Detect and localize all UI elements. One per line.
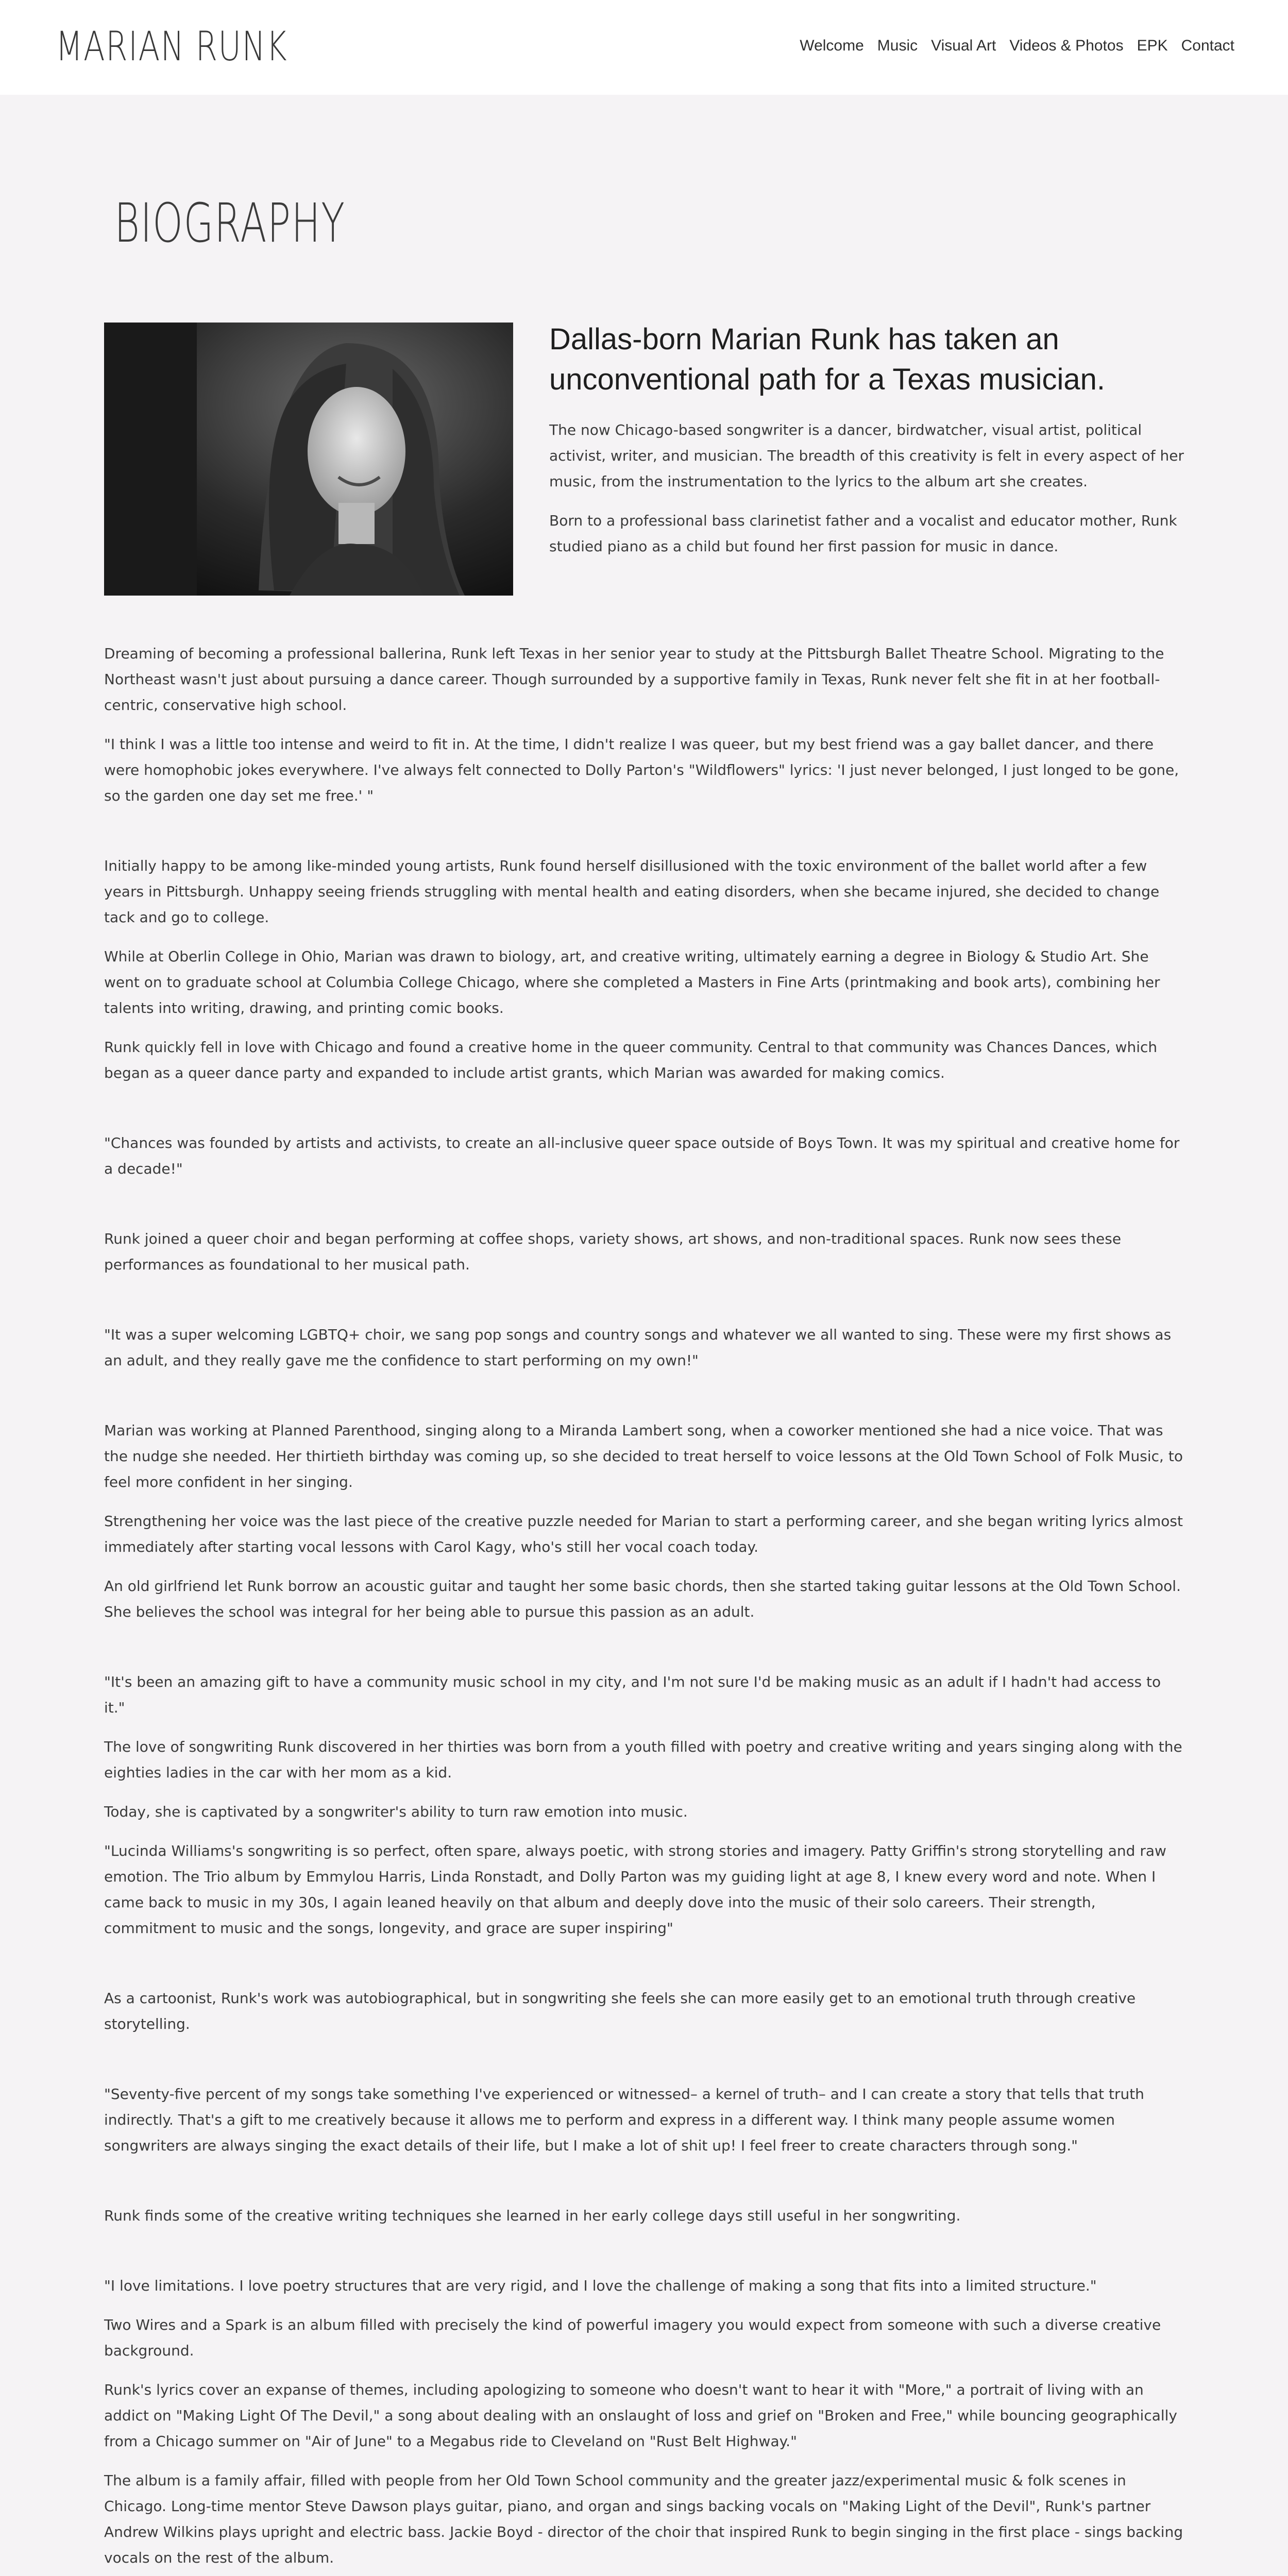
bio-paragraph: Runk's lyrics cover an expanse of themes, including apologizing to someone who doesn't want to hear it with "More," a portrait of living with an addict on "Making Light Of The Devil," a song about dealing with an onslaught of loss and grief on "Broken and Free," while bouncing geographically from a Chicago summer on "Air of June" to a Megabus ride to Cleveland on "Rust Belt Highway.": [104, 2381, 1178, 2450]
bio-paragraph: Runk joined a queer choir and began performing at coffee shops, variety shows, art shows, and non-traditional spaces. Runk now sees these performances as foundational to her musical path.: [104, 1230, 1122, 1273]
bio-paragraph: Today, she is captivated by a songwriter's ability to turn raw emotion into music.: [104, 1803, 688, 1820]
bio-paragraph: Initially happy to be among like-minded young artists, Runk found herself disillusioned with the toxic environment of the ballet world after a few years in Pittsburgh. Unhappy seeing friends struggling with mental health and eating disorders, when she became injured, she decided to change tack and go to college.: [104, 857, 1160, 926]
nav-epk[interactable]: EPK: [1137, 37, 1168, 54]
headline: Dallas-born Marian Runk has taken an unconventional path for a Texas musician.: [549, 323, 1106, 396]
bio-paragraph: Runk finds some of the creative writing techniques she learned in her early college days still useful in her songwriting.: [104, 2207, 961, 2224]
intro-paragraph: Born to a professional bass clarinetist father and a vocalist and educator mother, Runk studied piano as a child but found her first passion for music in dance.: [549, 512, 1177, 555]
nav-videos-photos[interactable]: Videos & Photos: [1009, 37, 1124, 54]
bio-quote: "Chances was founded by artists and activists, to create an all-inclusive queer space outside of Boys Town. It was my spiritual and creative home for a decade!": [104, 1134, 1180, 1177]
nav-welcome[interactable]: Welcome: [800, 37, 864, 54]
bio-paragraph: The love of songwriting Runk discovered in her thirties was born from a youth filled with poetry and creative writing and years singing along with the eighties ladies in the car with her mom as a kid.: [104, 1738, 1182, 1781]
bio-paragraph: Runk quickly fell in love with Chicago and found a creative home in the queer community. Central to that community was Chances Dances, which began as a queer dance party and expanded to include artist grants, which Marian was awarded for making comics.: [104, 1039, 1158, 1081]
bio-paragraph: Marian was working at Planned Parenthood, singing along to a Miranda Lambert song, when a coworker mentioned she had a nice voice. That was the nudge she needed. Her thirtieth birthday was coming up, so she decided to treat herself to voice lessons at the Old Town School of Folk Music, to feel more confident in her singing.: [104, 1422, 1183, 1490]
bio-paragraph: Two Wires and a Spark is an album filled with precisely the kind of powerful imagery you would expect from someone with such a diverse creative background.: [104, 2316, 1161, 2359]
bio-quote: "It was a super welcoming LGBTQ+ choir, we sang pop songs and country songs and whatever we all wanted to sing. These were my first shows as an adult, and they really gave me the confidence to start performing on my own!": [104, 1326, 1172, 1369]
bio-quote: "I think I was a little too intense and weird to fit in. At the time, I didn't realize I was queer, but my best friend was a gay ballet dancer, and there were homophobic jokes everywhere. I've always felt connected to Dolly Parton's "Wildflowers" lyrics: 'I just never belonged, I just longed to be gone, so the garden one day set me free.' ": [104, 736, 1179, 804]
main-nav: [800, 37, 1234, 55]
bio-paragraph: The album is a family affair, filled with people from her Old Town School community and the greater jazz/experimental music & folk scenes in Chicago. Long-time mentor Steve Dawson plays guitar, piano, and organ and sings backing vocals on "Making Light of the Devil", Runk's partner Andrew Wilkins plays upright and electric bass. Jackie Boyd - director of the choir that inspired Runk to begin singing in the first place - sings backing vocals on the rest of the album.: [104, 2472, 1183, 2566]
bio-quote: "Lucinda Williams's songwriting is so perfect, often spare, always poetic, with strong stories and imagery. Patty Griffin's strong storytelling and raw emotion. The Trio album by Emmylou Harris, Linda Ronstadt, and Dolly Parton was my guiding light at age 8, I knew every word and note. When I came back to music in my 30s, I again leaned heavily on that album and deeply dove into the music of their solo careers. Their strength, commitment to music and the songs, longevity, and grace are super inspiring": [104, 1842, 1166, 1937]
bio-paragraph: While at Oberlin College in Ohio, Marian was drawn to biology, art, and creative writing, ultimately earning a degree in Biology & Studio Art. She went on to graduate school at Columbia College Chicago, where she completed a Masters in Fine Arts (printmaking and book arts), combining her talents into writing, drawing, and printing comic books.: [104, 948, 1160, 1016]
bio-paragraph: An old girlfriend let Runk borrow an acoustic guitar and taught her some basic chords, then she started taking guitar lessons at the Old Town School. She believes the school was integral for her being able to pursue this passion as an adult.: [104, 1578, 1181, 1620]
intro-section: [549, 319, 1184, 573]
bio-quote: "Seventy-five percent of my songs take something I've experienced or witnessed– a kernel of truth– and I can create a story that tells that truth indirectly. That's a gift to me creatively because it allows me to perform and express in a different way. I think many people assume women songwriters are always singing the exact details of their life, but I make a lot of shit up! I feel freer to create characters through song.": [104, 2086, 1144, 2154]
page-title: BIOGRAPHY: [114, 192, 346, 255]
nav-music[interactable]: Music: [877, 37, 918, 54]
site-logo[interactable]: MARIAN RUNK: [56, 24, 288, 70]
nav-visual-art[interactable]: Visual Art: [931, 37, 996, 54]
bio-quote: "It's been an amazing gift to have a community music school in my city, and I'm not sure I'd be making music as an adult if I hadn't had access to it.": [104, 1673, 1161, 1716]
artist-photo: [104, 323, 513, 596]
bio-paragraph: As a cartoonist, Runk's work was autobiographical, but in songwriting she feels she can more easily get to an emotional truth through creative storytelling.: [104, 1990, 1136, 2032]
nav-contact[interactable]: Contact: [1181, 37, 1234, 54]
bio-quote: "I love limitations. I love poetry structures that are very rigid, and I love the challenge of making a song that fits into a limited structure.": [104, 2277, 1097, 2294]
intro-paragraph: The now Chicago-based songwriter is a dancer, birdwatcher, visual artist, political activist, writer, and musician. The breadth of this creativity is felt in every aspect of her music, from the instrumentation to the lyrics to the album art she creates.: [549, 421, 1184, 490]
biography-body: [104, 641, 1185, 2576]
bio-paragraph: Dreaming of becoming a professional ballerina, Runk left Texas in her senior year to study at the Pittsburgh Ballet Theatre School. Migrating to the Northeast wasn't just about pursuing a dance career. Though surrounded by a supportive family in Texas, Runk never felt she fit in at her football-centric, conservative high school.: [104, 645, 1164, 714]
bio-paragraph: Strengthening her voice was the last piece of the creative puzzle needed for Marian to start a performing career, and she began writing lyrics almost immediately after starting vocal lessons with Carol Kagy, who's still her vocal coach today.: [104, 1513, 1183, 1555]
site-header: [0, 0, 1288, 95]
